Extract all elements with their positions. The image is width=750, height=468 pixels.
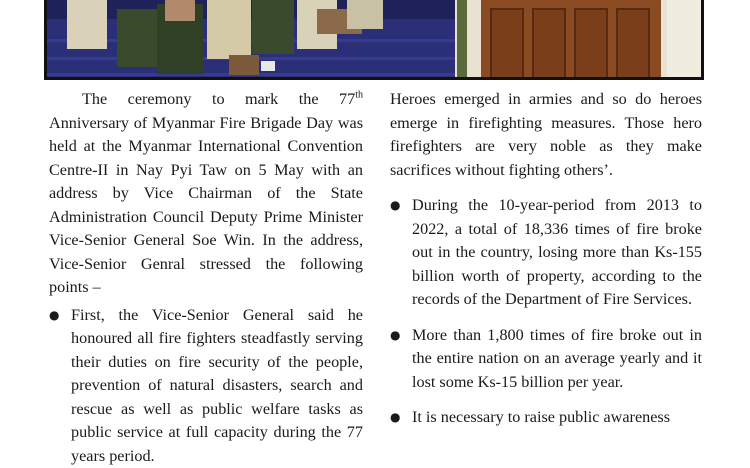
bullet-item xyxy=(390,324,702,395)
continuation-paragraph: Heroes emerged in armies and so do heroes emerge in firefighting measures. Those hero firefighters are very noble as they make sacrifices without fighting others’. xyxy=(390,88,702,182)
article-photo xyxy=(44,0,704,80)
left-bullet-list xyxy=(49,304,363,468)
bullet-text: During the 10-year-period from 2013 to 2022, a total of 18,336 times of fire broke out in the country, losing more than Ks-155 billion worth of property, according to the records of the Department of Fire Services. xyxy=(412,196,702,308)
left-column xyxy=(49,88,363,468)
intro-text-end: Anniversary of Myanmar Fire Brigade Day was held at the Myanmar International Convention Centre-II in Nay Pyi Taw on 5 May with an address by Vice Chairman of the State Administration Council Deputy Prime Minister Vice-Senior General Soe Win. In the address, Vice-Senior Genral stressed the following points – xyxy=(49,114,363,297)
bullet-text: More than 1,800 times of fire broke out in the entire nation on an average yearly and it lost some Ks-15 billion per year. xyxy=(412,326,702,391)
right-bullet-list xyxy=(390,194,702,430)
bullet-text: First, the Vice-Senior General said he honoured all fire fighters steadfastly serving their duties on fire security of the people, prevention of natural disasters, search and rescue as well as public welfare tasks as public service at full capacity during the 77 years period. xyxy=(71,306,363,465)
bullet-item xyxy=(390,194,702,312)
bullet-item xyxy=(390,406,702,430)
intro-paragraph xyxy=(49,88,363,300)
podium-photo xyxy=(457,0,704,80)
bullet-text: It is necessary to raise public awareness xyxy=(412,408,670,426)
intro-text-start: The ceremony to mark the 77 xyxy=(82,90,355,108)
bullet-icon: ● xyxy=(390,324,402,348)
bullet-item xyxy=(49,304,363,468)
ordinal-suffix: th xyxy=(355,90,363,101)
right-column xyxy=(390,88,702,430)
bullet-icon: ● xyxy=(390,194,402,218)
ceremony-hall-photo xyxy=(47,0,457,80)
bullet-icon: ● xyxy=(390,406,402,430)
bullet-icon: ● xyxy=(49,304,61,328)
